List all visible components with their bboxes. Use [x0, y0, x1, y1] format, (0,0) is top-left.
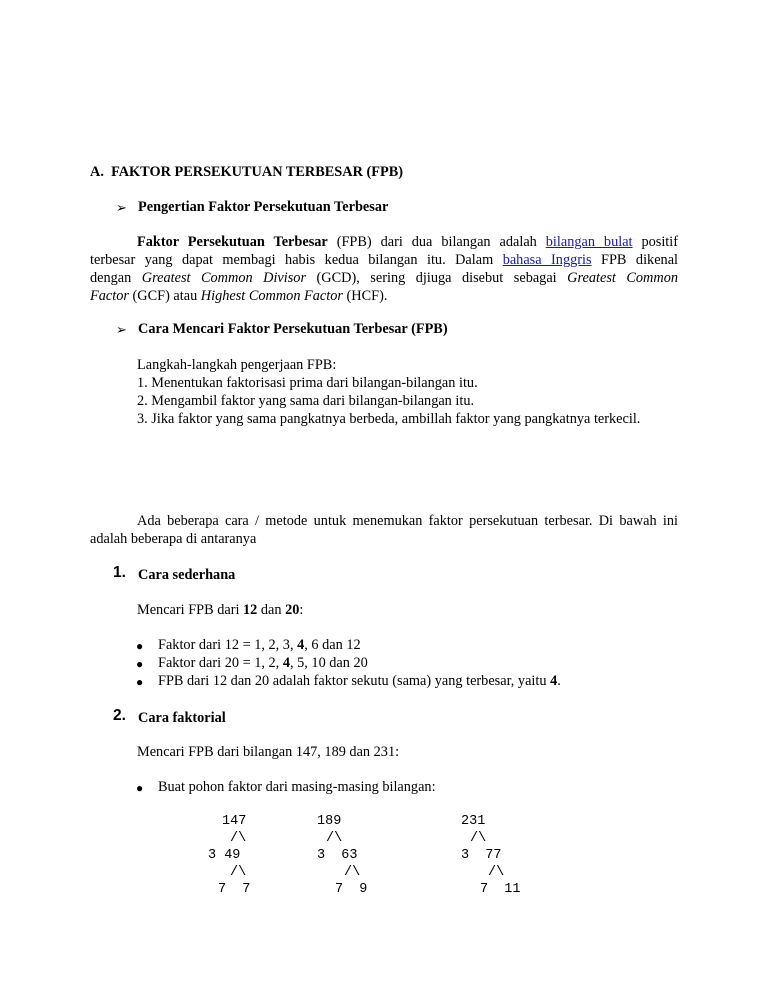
tree-147-row-2: /\ [230, 831, 247, 846]
definition-heading: Pengertian Faktor Persekutuan Terbesar [138, 199, 389, 215]
tree-231-row-4: /\ [488, 865, 505, 880]
tree-147-row-3: 3 49 [208, 848, 241, 863]
arrow-bullet-icon: ➢ [116, 322, 127, 337]
arrow-bullet-icon: ➢ [116, 200, 127, 215]
definition-line-3: dengan Greatest Common Divisor (GCD), sering djiuga disebut sebagai Greatest Common [90, 270, 678, 286]
method-step-2: 2. Mengambil faktor yang sama dari bilangan-bilangan itu. [137, 393, 475, 409]
tree-231-row-2: /\ [470, 831, 487, 846]
gcd-term: Greatest Common Divisor [141, 270, 307, 286]
method-heading: Cara Mencari Faktor Persekutuan Terbesar (FPB) [138, 321, 448, 337]
factorial-bullet: Buat pohon faktor dari masing-masing bilangan: [158, 779, 436, 795]
method-intro: Langkah-langkah pengerjaan FPB: [137, 357, 337, 373]
bullet-icon: ● [136, 781, 144, 795]
tree-189-row-1: 189 [317, 814, 342, 829]
method-step-1: 1. Menentukan faktorisasi prima dari bilangan-bilangan itu. [137, 375, 478, 391]
tree-231-row-3: 3 77 [461, 848, 502, 863]
tree-189-row-3: 3 63 [317, 848, 358, 863]
section-letter: A. [90, 164, 104, 180]
method-step-3: 3. Jika faktor yang sama pangkatnya berbeda, ambillah faktor yang pangkatnya terkecil. [137, 411, 641, 427]
hcf-term: Highest Common Factor [200, 288, 343, 304]
ways-line-2: adalah beberapa di antaranya [90, 531, 257, 547]
tree-147-row-4: /\ [230, 865, 247, 880]
bullet-icon: ● [136, 657, 144, 671]
section-title: FAKTOR PERSEKUTUAN TERBESAR (FPB) [111, 164, 403, 180]
tree-189-row-2: /\ [326, 831, 343, 846]
simple-intro: Mencari FPB dari 12 dan 20: [137, 602, 304, 618]
section-heading [90, 164, 403, 181]
tree-189-row-5: 7 9 [335, 882, 368, 897]
simple-title: Cara sederhana [138, 567, 236, 583]
simple-bullet-3: FPB dari 12 dan 20 adalah faktor sekutu (sama) yang terbesar, yaitu 4. [158, 673, 561, 689]
definition-line-4: Factor (GCF) atau Highest Common Factor (HCF). [90, 288, 388, 304]
tree-147-row-5: 7 7 [218, 882, 251, 897]
definition-line-2: terbesar yang dapat membagi habis kedua bilangan itu. Dalam bahasa Inggris FPB dikenal [90, 252, 679, 268]
ways-line-1: Ada beberapa cara / metode untuk menemukan faktor persekutuan terbesar. Di bawah ini [137, 513, 678, 529]
link-bilangan-bulat[interactable]: bilangan bulat [545, 234, 633, 250]
simple-bullet-2: Faktor dari 20 = 1, 2, 4, 5, 10 dan 20 [158, 655, 368, 671]
definition-line-1: Faktor Persekutuan Terbesar (FPB) dari dua bilangan adalah bilangan bulat positif [137, 234, 679, 250]
tree-231-row-5: 7 11 [480, 882, 521, 897]
bullet-icon: ● [136, 675, 144, 689]
simple-bullet-1: Faktor dari 12 = 1, 2, 3, 4, 6 dan 12 [158, 637, 361, 653]
gcf-term: Greatest Common [567, 270, 678, 286]
bullet-icon: ● [136, 639, 144, 653]
tree-189-row-4: /\ [344, 865, 361, 880]
list-number-2: 2. [113, 707, 126, 724]
factorial-title: Cara faktorial [138, 710, 226, 726]
definition-term: Faktor Persekutuan Terbesar [137, 234, 328, 250]
list-number-1: 1. [113, 564, 126, 581]
link-bahasa-inggris[interactable]: bahasa Inggris [502, 252, 592, 268]
factorial-intro: Mencari FPB dari bilangan 147, 189 dan 231: [137, 744, 400, 760]
tree-147-row-1: 147 [222, 814, 247, 829]
tree-231-row-1: 231 [461, 814, 486, 829]
